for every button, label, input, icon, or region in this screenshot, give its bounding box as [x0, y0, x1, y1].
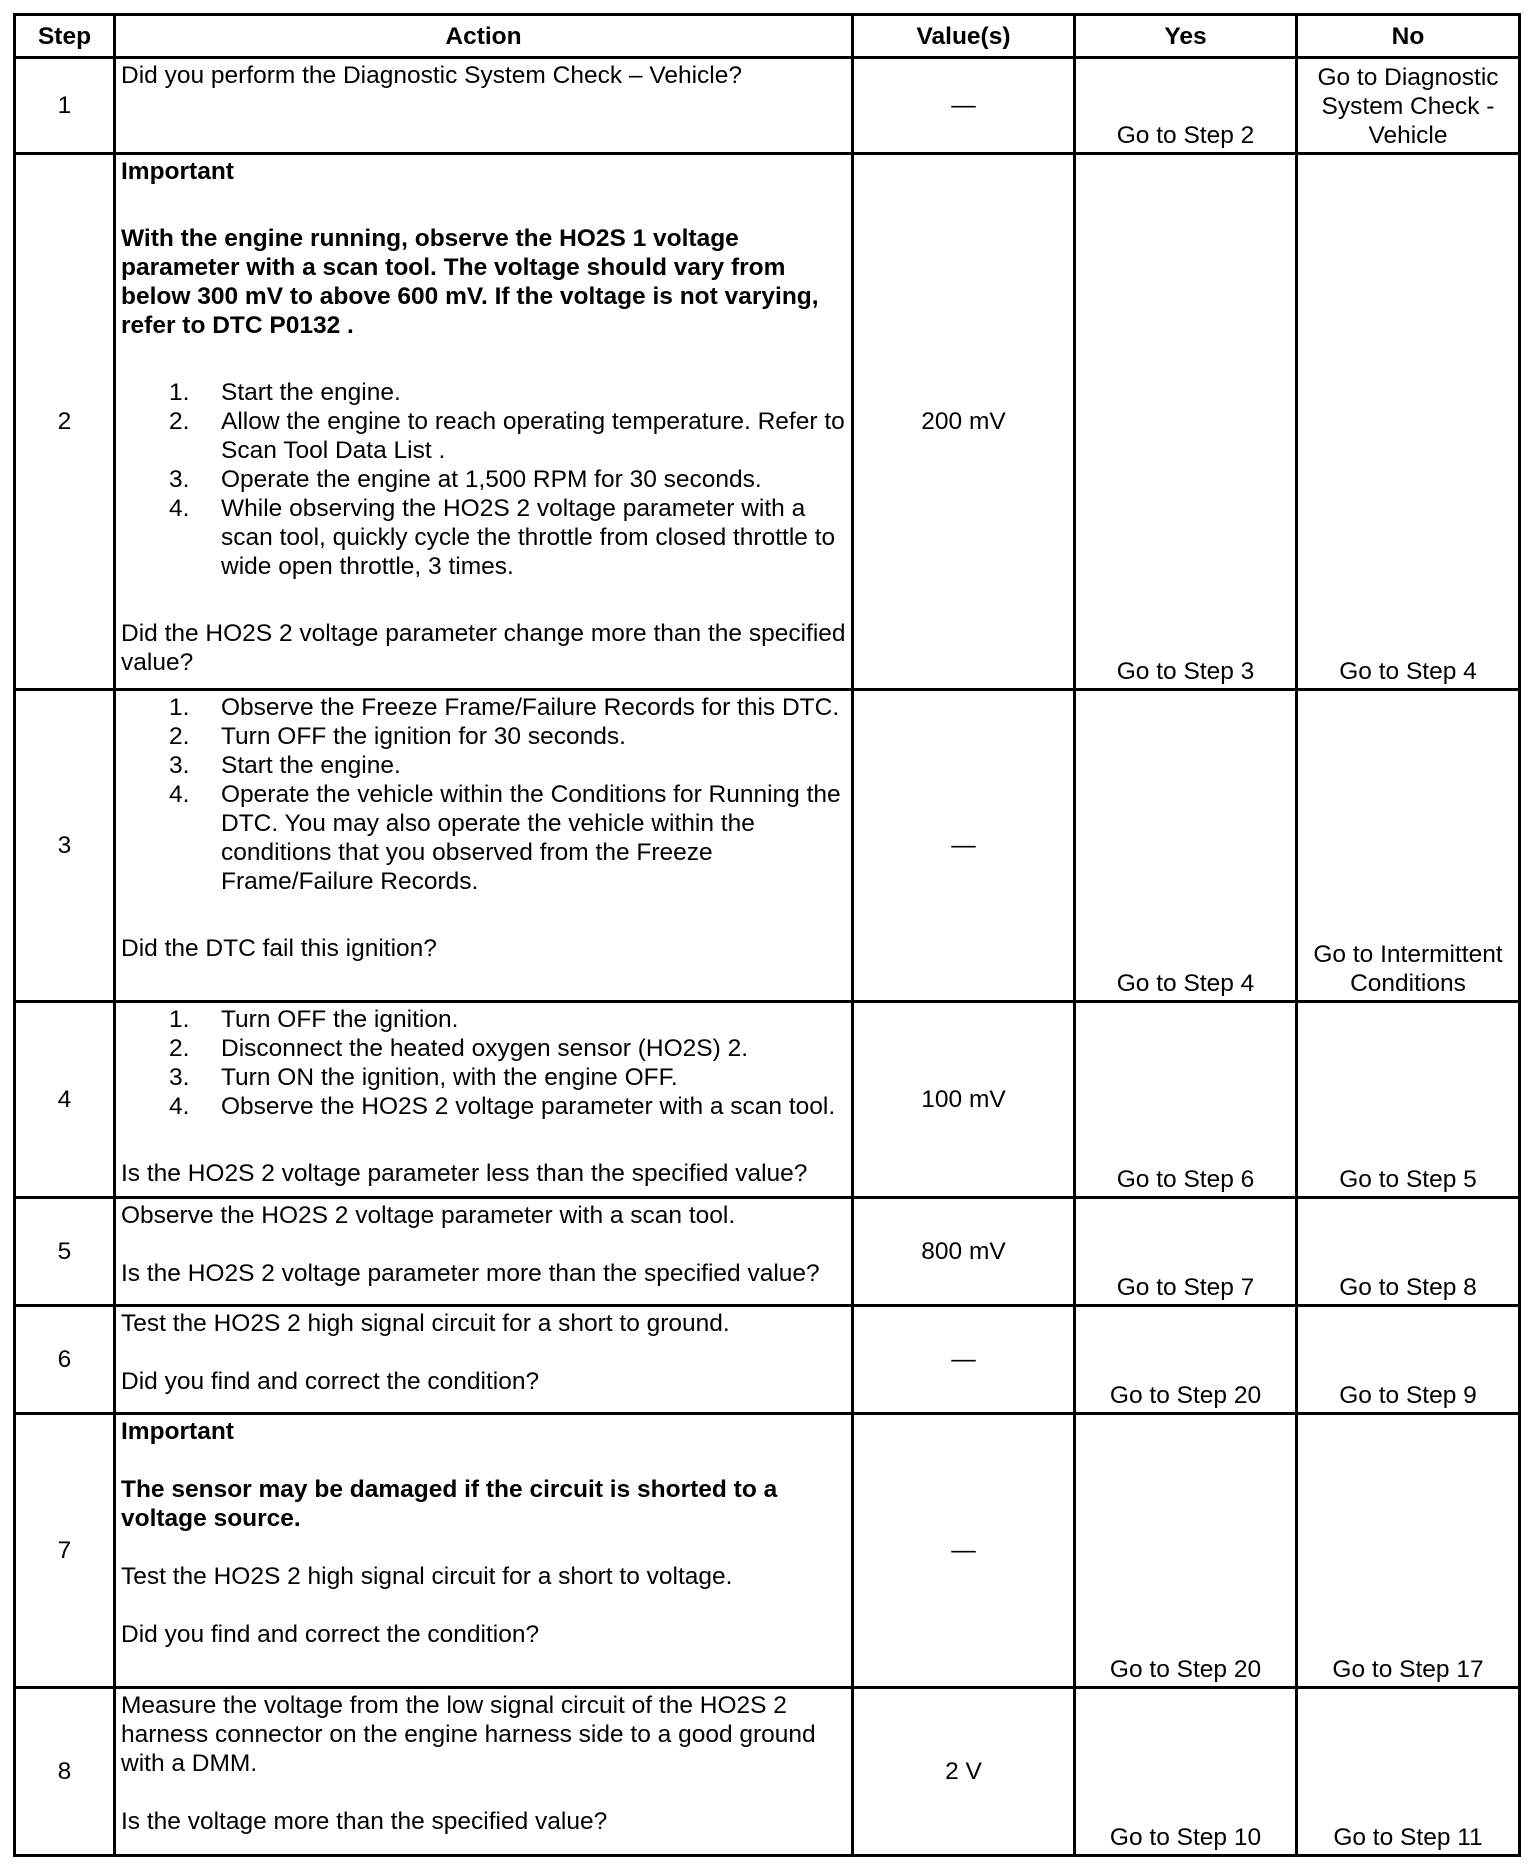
yes-cell: Go to Step 20 — [1075, 1414, 1297, 1688]
list-item: 2. Allow the engine to reach operating temperature. Refer to Scan Tool Data List . — [169, 408, 845, 464]
step-number: 4 — [15, 1002, 115, 1198]
list-item: 4. Operate the vehicle within the Conditions for Running the DTC. You may also operate the vehicle within the conditions that you observed from the Freeze Frame/Failure Records. — [169, 781, 841, 895]
question-text: Is the HO2S 2 voltage parameter more than the specified value? — [121, 1260, 820, 1287]
header-no: No — [1297, 15, 1520, 58]
table-row — [15, 1198, 1520, 1306]
yes-cell: Go to Step 7 — [1075, 1198, 1297, 1306]
no-cell: Go to Step 5 — [1297, 1002, 1520, 1198]
action-text: Test the HO2S 2 high signal circuit for a short to ground. — [121, 1310, 730, 1337]
action-cell — [115, 58, 853, 154]
question-text: Did the DTC fail this ignition? — [121, 935, 437, 962]
important-label: Important — [121, 1418, 234, 1445]
no-cell: Go to Intermittent Conditions — [1297, 690, 1520, 1002]
value-cell: — — [853, 1306, 1075, 1414]
value-cell: 2 V — [853, 1688, 1075, 1856]
table-row — [15, 58, 1520, 154]
question-text: Did the HO2S 2 voltage parameter change more than the specified value? — [121, 620, 846, 676]
action-cell — [115, 1002, 853, 1198]
table-row — [15, 690, 1520, 1002]
step-number: 2 — [15, 154, 115, 690]
action-cell — [115, 1198, 853, 1306]
important-text: The sensor may be damaged if the circuit is shorted to a voltage source. — [121, 1476, 778, 1532]
action-text: Observe the HO2S 2 voltage parameter with a scan tool. — [121, 1202, 736, 1229]
action-cell — [115, 1688, 853, 1856]
question-text: Did you find and correct the condition? — [121, 1621, 540, 1648]
table-row — [15, 1414, 1520, 1688]
no-cell: Go to Step 4 — [1297, 154, 1520, 690]
header-yes: Yes — [1075, 15, 1297, 58]
yes-cell: Go to Step 3 — [1075, 154, 1297, 690]
step-number: 3 — [15, 690, 115, 1002]
yes-cell: Go to Step 4 — [1075, 690, 1297, 1002]
action-text: Test the HO2S 2 high signal circuit for a short to voltage. — [121, 1563, 733, 1590]
list-item: 2. Disconnect the heated oxygen sensor (HO2S) 2. — [169, 1035, 749, 1062]
table-row — [15, 1002, 1520, 1198]
header-step: Step — [15, 15, 115, 58]
action-cell — [115, 1306, 853, 1414]
value-cell: 100 mV — [853, 1002, 1075, 1198]
list-item: 2. Turn OFF the ignition for 30 seconds. — [169, 723, 626, 750]
yes-cell: Go to Step 20 — [1075, 1306, 1297, 1414]
value-cell: — — [853, 690, 1075, 1002]
list-item: 1. Observe the Freeze Frame/Failure Records for this DTC. — [169, 694, 840, 721]
table-row — [15, 154, 1520, 690]
list-item: 3. Start the engine. — [169, 752, 401, 779]
no-cell: Go to Step 8 — [1297, 1198, 1520, 1306]
table-row — [15, 1306, 1520, 1414]
no-cell: Go to Step 9 — [1297, 1306, 1520, 1414]
question-text: Is the HO2S 2 voltage parameter less than the specified value? — [121, 1160, 808, 1187]
list-item: 4. While observing the HO2S 2 voltage parameter with a scan tool, quickly cycle the throttle from closed throttle to wide open throttle, 3 times. — [169, 495, 836, 580]
question-text: Did you find and correct the condition? — [121, 1368, 540, 1395]
procedure-list — [121, 1005, 846, 1121]
value-cell: — — [853, 58, 1075, 154]
question-text: Is the voltage more than the specified value? — [121, 1808, 608, 1835]
header-action: Action — [115, 15, 853, 58]
diagnostic-table — [13, 13, 1521, 1857]
action-text: Measure the voltage from the low signal circuit of the HO2S 2 harness connector on the engine harness side to a good ground with a DMM. — [121, 1692, 816, 1777]
action-cell — [115, 154, 853, 690]
list-item: 1. Turn OFF the ignition. — [169, 1006, 459, 1033]
value-cell: 800 mV — [853, 1198, 1075, 1306]
action-text: Did you perform the Diagnostic System Check – Vehicle? — [121, 62, 742, 89]
list-item: 1. Start the engine. — [169, 379, 401, 406]
list-item: 4. Observe the HO2S 2 voltage parameter with a scan tool. — [169, 1093, 836, 1120]
value-cell: 200 mV — [853, 154, 1075, 690]
important-text: With the engine running, observe the HO2S 1 voltage parameter with a scan tool. The voltage should vary from below 300 mV to above 600 mV. If the voltage is not varying, refer to DTC P0132 . — [121, 225, 819, 339]
list-item: 3. Turn ON the ignition, with the engine OFF. — [169, 1064, 678, 1091]
yes-cell: Go to Step 10 — [1075, 1688, 1297, 1856]
procedure-list — [121, 693, 846, 896]
yes-cell: Go to Step 6 — [1075, 1002, 1297, 1198]
action-cell — [115, 1414, 853, 1688]
table-row — [15, 1688, 1520, 1856]
yes-cell: Go to Step 2 — [1075, 58, 1297, 154]
procedure-list — [121, 378, 846, 581]
step-number: 1 — [15, 58, 115, 154]
no-cell: Go to Step 17 — [1297, 1414, 1520, 1688]
header-row — [15, 15, 1520, 58]
header-values: Value(s) — [853, 15, 1075, 58]
no-cell: Go to Step 11 — [1297, 1688, 1520, 1856]
list-item: 3. Operate the engine at 1,500 RPM for 30 seconds. — [169, 466, 762, 493]
important-label: Important — [121, 158, 234, 185]
step-number: 5 — [15, 1198, 115, 1306]
step-number: 8 — [15, 1688, 115, 1856]
value-cell: — — [853, 1414, 1075, 1688]
step-number: 6 — [15, 1306, 115, 1414]
step-number: 7 — [15, 1414, 115, 1688]
action-cell — [115, 690, 853, 1002]
no-cell: Go to Diagnostic System Check - Vehicle — [1297, 58, 1520, 154]
